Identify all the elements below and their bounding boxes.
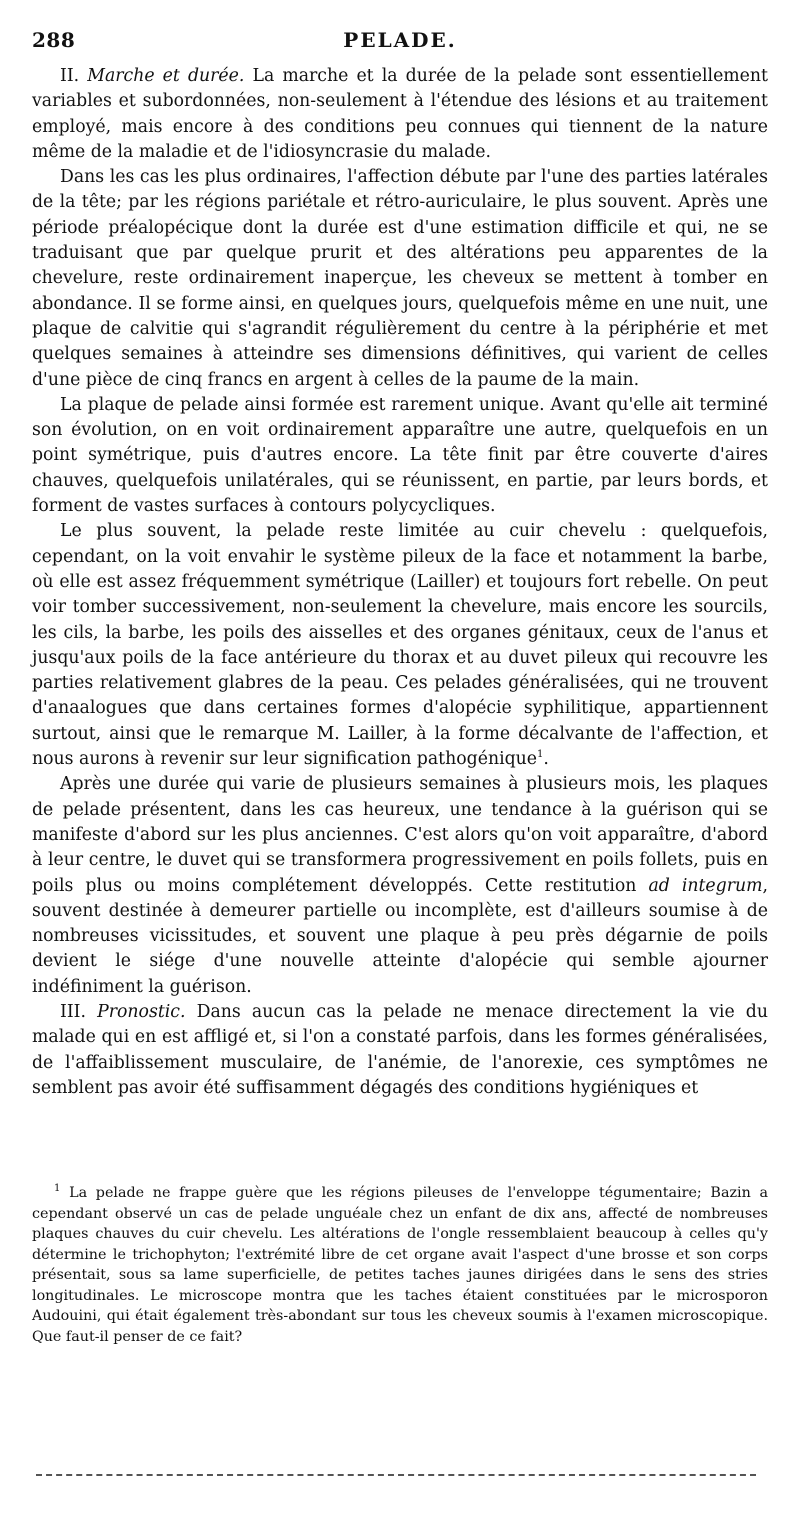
section-3-paragraph-1 bbox=[32, 1000, 768, 1101]
footnote-1 bbox=[32, 1183, 768, 1347]
section-2-text-1: La marche et la durée de la pelade sont essentiellement variables et subordonnées, non-seulement à l'étendue des lésions et au traitement employé, mais encore à des conditions peu connues qui tiennent de la nature même de la maladie et de l'idiosyncrasie du malade. bbox=[32, 66, 768, 162]
section-2-title: Marche et durée. bbox=[87, 66, 245, 86]
section-2-paragraph-1 bbox=[32, 64, 768, 165]
body-text bbox=[32, 64, 768, 1101]
footnote-text: La pelade ne frappe guère que les régions pileuses de l'enveloppe tégumentaire; Bazin a cependant observé un cas de pelade unguéale chez un enfant de dix ans, affecté de nombreuses plaques chauves du cuir chevelu. Les altérations de l'ongle ressemblaient beaucoup à celles qu'y détermine le trichophyton; l'extrémité libre de cet organe avait l'aspect d'une brosse et son corps présentait, sous sa lame superficielle, de petites taches jaunes dirigées dans le sens des stries longitudinales. Le microscope montra que les taches étaient constituées par le microsporon Audouini, qui était également très-abondant sur tous les cheveux soumis à l'examen microscopique. Que faut-il penser de ce fait? bbox=[32, 1185, 768, 1345]
section-2-paragraph-4 bbox=[32, 519, 768, 772]
section-2-paragraph-5 bbox=[32, 772, 768, 1000]
footnote-mark: 1 bbox=[54, 1183, 61, 1195]
page-header bbox=[32, 28, 768, 54]
section-3-title: Pronostic. bbox=[97, 1001, 186, 1022]
running-title: PELADE. bbox=[343, 28, 457, 52]
section-2-paragraph-2: Dans les cas les plus ordinaires, l'affection débute par l'une des parties latérales de la tête; par les régions pariétale et rétro-auriculaire, le plus souvent. Après une période préalopécique dont la durée est d'une estimation difficile et qui, ne se traduisant que par quelque prurit et des altérations peu apparentes de la chevelure, reste ordinairement inaperçue, les cheveux se mettent à tomber en abondance. Il se forme ainsi, en quelques jours, quelquefois même en une nuit, une plaque de calvitie qui s'agrandit régulièrement du centre à la périphérie et met quelques semaines à atteindre ses dimensions définitives, qui varient de celles d'une pièce de cinq francs en argent à celles de la paume de la main. bbox=[32, 167, 768, 390]
section-2-text-5a: Après une durée qui varie de plusieurs semaines à plusieurs mois, les plaques de pelade présentent, dans les cas heureux, une tendance à la guérison qui se manifeste d'abord sur les plus anciennes. C'est alors qu'on voit apparaître, d'abord à leur centre, le duvet qui se transformera progressivement en poils follets, puis en poils plus ou moins complétement développés. Cette restitution bbox=[32, 774, 768, 896]
section-3-number: III. bbox=[60, 1001, 86, 1022]
section-2-text-4-end: . bbox=[543, 749, 549, 770]
footnotes bbox=[32, 1183, 768, 1347]
section-2-text-5b: , souvent destinée à demeurer partielle ou incomplète, est d'ailleurs soumise à de nombreuses vicissitudes, et souvent une plaque à peu près dégarnie de poils devient le siége d'une nouvelle atteinte d'alopécie qui semble ajourner indéfiniment la guérison. bbox=[32, 875, 768, 997]
page-number: 288 bbox=[32, 28, 76, 52]
section-3-text-1: Dans aucun cas la pelade ne menace directement la vie du malade qui en est affligé et, si l'on a constaté parfois, dans les formes généralisées, de l'affaiblissement musculaire, de l'anémie, de l'anorexie, ces symptômes ne semblent pas avoir été suffisamment dégagés des conditions hygiéniques et bbox=[32, 1001, 769, 1098]
latin-phrase: ad integrum bbox=[648, 875, 763, 896]
bottom-rule bbox=[36, 1474, 756, 1476]
section-2-text-4: Le plus souvent, la pelade reste limitée au cuir chevelu : quelquefois, cependant, on la voit envahir le système pileux de la face et notamment la barbe, où elle est assez fréquemment symétrique (Lailler) et toujours fort rebelle. On peut voir tomber successivement, non-seulement la chevelure, mais encore les sourcils, les cils, la barbe, les poils des aisselles et des organes génitaux, ceux de l'anus et jusqu'aux poils de la face antérieure du thorax et au duvet pileux qui recouvre les parties relativement glabres de la peau. Ces pelades généralisées, qui ne trouvent d'anaalogues que dans certaines formes d'alopécie syphilitique, appartiennent surtout, ainsi que le remarque M. Lailler, à la forme décalvante de l'affection, et nous aurons à revenir sur leur signification pathogénique bbox=[32, 521, 768, 770]
section-2-paragraph-3: La plaque de pelade ainsi formée est rarement unique. Avant qu'elle ait terminé son évolution, on en voit ordinairement apparaître une autre, quelquefois en un point symétrique, puis d'autres encore. La tête finit par être couverte d'aires chauves, quelquefois unilatérales, qui se réunissent, en partie, par leurs bords, et forment de vastes surfaces à contours polycycliques. bbox=[32, 394, 768, 517]
footnote-reference[interactable]: 1 bbox=[537, 749, 544, 761]
section-2-number: II. bbox=[60, 66, 80, 86]
